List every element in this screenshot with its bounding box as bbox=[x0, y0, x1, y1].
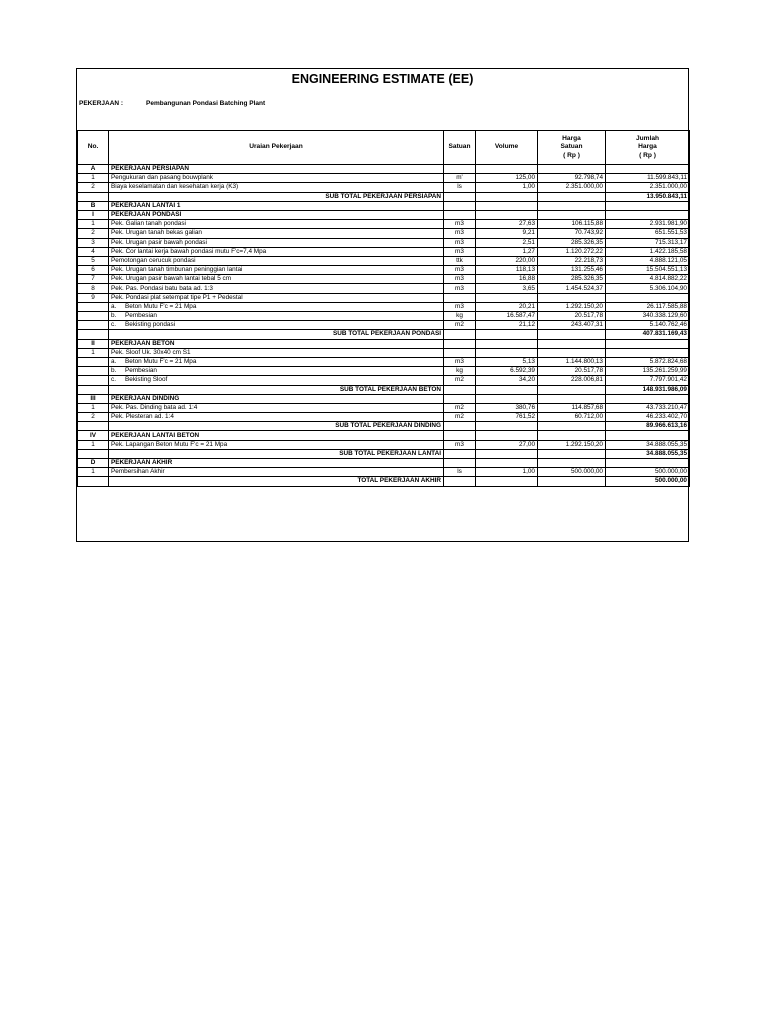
row-jumlah bbox=[606, 394, 690, 403]
row-satuan: m3 bbox=[444, 229, 476, 238]
row-no: 1 bbox=[78, 174, 109, 183]
row-satuan bbox=[444, 431, 476, 440]
row-no: 1 bbox=[78, 220, 109, 229]
row-harga bbox=[538, 431, 606, 440]
row-volume bbox=[476, 422, 538, 431]
subtotal-row bbox=[78, 477, 690, 486]
row-harga bbox=[538, 459, 606, 468]
subtotal-label: SUB TOTAL PEKERJAAN BETON bbox=[109, 385, 444, 394]
row-volume bbox=[476, 449, 538, 458]
row-harga bbox=[538, 192, 606, 201]
row-description: Pek. Urugan pasir bawah pondasi bbox=[109, 238, 444, 247]
item-row bbox=[78, 413, 690, 422]
row-satuan bbox=[444, 165, 476, 174]
subtotal-label: SUB TOTAL PEKERJAAN PONDASI bbox=[109, 330, 444, 339]
table-header-row bbox=[78, 131, 690, 165]
row-no bbox=[78, 302, 109, 311]
row-jumlah: 2.931.981,90 bbox=[606, 220, 690, 229]
row-no: A bbox=[78, 165, 109, 174]
row-description: Pek. Plesteran ad. 1:4 bbox=[109, 413, 444, 422]
row-satuan: m3 bbox=[444, 220, 476, 229]
row-jumlah: 15.504.551,13 bbox=[606, 266, 690, 275]
item-row bbox=[78, 284, 690, 293]
row-no: III bbox=[78, 394, 109, 403]
row-harga bbox=[538, 210, 606, 219]
row-description: Pek. Pas. Dinding bata ad. 1:4 bbox=[109, 403, 444, 412]
subtotal-amount: 148.931.986,09 bbox=[606, 385, 690, 394]
row-jumlah: 651.551,53 bbox=[606, 229, 690, 238]
row-description: PEKERJAAN PONDASI bbox=[109, 210, 444, 219]
header-uraian: Uraian Pekerjaan bbox=[109, 131, 444, 165]
row-description: Pek. Sloof Uk. 30x40 cm S1 bbox=[109, 348, 444, 357]
row-jumlah: 500.000,00 bbox=[606, 468, 690, 477]
row-satuan bbox=[444, 477, 476, 486]
row-no: B bbox=[78, 201, 109, 210]
row-volume: 16.587,47 bbox=[476, 312, 538, 321]
subitem-description: Pembesian bbox=[125, 367, 157, 375]
pekerjaan-row bbox=[79, 100, 265, 107]
row-no bbox=[78, 449, 109, 458]
header-harga-satuan-line3: ( Rp ) bbox=[563, 151, 580, 159]
row-description bbox=[109, 302, 444, 311]
row-volume bbox=[476, 210, 538, 219]
row-harga bbox=[538, 477, 606, 486]
subitem-row bbox=[78, 376, 690, 385]
row-harga bbox=[538, 339, 606, 348]
row-jumlah: 7.797.901,42 bbox=[606, 376, 690, 385]
row-volume: 21,12 bbox=[476, 321, 538, 330]
estimate-table bbox=[77, 130, 690, 487]
item-row bbox=[78, 403, 690, 412]
row-harga: 106.115,88 bbox=[538, 220, 606, 229]
row-satuan bbox=[444, 385, 476, 394]
row-harga bbox=[538, 348, 606, 357]
row-volume bbox=[476, 339, 538, 348]
row-harga: 285.326,35 bbox=[538, 275, 606, 284]
row-satuan: kg bbox=[444, 367, 476, 376]
row-description: PEKERJAAN LANTAI 1 bbox=[109, 201, 444, 210]
row-no bbox=[78, 367, 109, 376]
row-satuan: m2 bbox=[444, 413, 476, 422]
row-volume bbox=[476, 477, 538, 486]
row-satuan: m3 bbox=[444, 284, 476, 293]
row-volume bbox=[476, 165, 538, 174]
row-harga bbox=[538, 201, 606, 210]
row-no bbox=[78, 422, 109, 431]
row-volume: 27,00 bbox=[476, 440, 538, 449]
row-harga: 243.407,31 bbox=[538, 321, 606, 330]
row-harga: 1.144.800,13 bbox=[538, 357, 606, 366]
row-no: 1 bbox=[78, 440, 109, 449]
section-row bbox=[78, 459, 690, 468]
row-description: Pek. Urugan tanah timbunan peninggian lantai bbox=[109, 266, 444, 275]
row-harga: 114.857,68 bbox=[538, 403, 606, 412]
row-description: Pembersihan Akhir bbox=[109, 468, 444, 477]
subtotal-label: SUB TOTAL PEKERJAAN PERSIAPAN bbox=[109, 192, 444, 201]
subtotal-amount: 407.831.169,43 bbox=[606, 330, 690, 339]
row-volume: 27,63 bbox=[476, 220, 538, 229]
row-satuan: m3 bbox=[444, 238, 476, 247]
row-no bbox=[78, 385, 109, 394]
row-no: 4 bbox=[78, 247, 109, 256]
section-row bbox=[78, 339, 690, 348]
row-satuan bbox=[444, 394, 476, 403]
subtotal-label: SUB TOTAL PEKERJAAN DINDING bbox=[109, 422, 444, 431]
subitem-letter: c. bbox=[111, 321, 116, 329]
row-satuan bbox=[444, 210, 476, 219]
row-no: 1 bbox=[78, 468, 109, 477]
header-jumlah-line3: ( Rp ) bbox=[639, 151, 656, 159]
row-description: Pek. Lapangan Beton Mutu F'c = 21 Mpa bbox=[109, 440, 444, 449]
row-no bbox=[78, 376, 109, 385]
row-volume bbox=[476, 394, 538, 403]
row-no: II bbox=[78, 339, 109, 348]
row-harga: 20.517,78 bbox=[538, 367, 606, 376]
row-no: 2 bbox=[78, 183, 109, 192]
section-row bbox=[78, 165, 690, 174]
subitem-description: Bekisting Sloof bbox=[125, 376, 168, 384]
section-row bbox=[78, 210, 690, 219]
header-harga-satuan-line2: Satuan bbox=[560, 143, 583, 151]
sheet-title: ENGINEERING ESTIMATE (EE) bbox=[291, 72, 474, 86]
row-no: 2 bbox=[78, 413, 109, 422]
subitem-row bbox=[78, 302, 690, 311]
subtotal-amount: 89.966.613,16 bbox=[606, 422, 690, 431]
header-jumlah-line2: Harga bbox=[638, 143, 657, 151]
row-no: 3 bbox=[78, 238, 109, 247]
row-no bbox=[78, 312, 109, 321]
row-description bbox=[109, 376, 444, 385]
row-jumlah: 135.261.259,99 bbox=[606, 367, 690, 376]
row-no: 2 bbox=[78, 229, 109, 238]
row-volume: 6.592,39 bbox=[476, 367, 538, 376]
row-volume: 118,13 bbox=[476, 266, 538, 275]
row-jumlah: 46.233.402,70 bbox=[606, 413, 690, 422]
row-description: Pek. Urugan pasir bawah lantai tebal 5 cm bbox=[109, 275, 444, 284]
row-description: Pek. Pondasi plat setempat tipe P1 + Pedestal bbox=[109, 293, 444, 302]
row-description: Pek. Galian tanah pondasi bbox=[109, 220, 444, 229]
subitem-letter: b. bbox=[111, 312, 117, 320]
row-jumlah bbox=[606, 201, 690, 210]
row-jumlah bbox=[606, 293, 690, 302]
row-no: I bbox=[78, 210, 109, 219]
header-jumlah-line1: Jumlah bbox=[635, 134, 660, 142]
row-jumlah: 2.351.000,00 bbox=[606, 183, 690, 192]
subitem-description: Bekisting pondasi bbox=[125, 321, 176, 329]
row-harga bbox=[538, 394, 606, 403]
row-satuan bbox=[444, 330, 476, 339]
subitem-letter: a. bbox=[111, 302, 117, 310]
row-no: 9 bbox=[78, 293, 109, 302]
row-satuan bbox=[444, 293, 476, 302]
row-jumlah: 34.888.055,35 bbox=[606, 440, 690, 449]
subitem-row bbox=[78, 312, 690, 321]
row-harga: 1.292.150,20 bbox=[538, 440, 606, 449]
row-satuan bbox=[444, 201, 476, 210]
row-jumlah bbox=[606, 165, 690, 174]
section-row bbox=[78, 394, 690, 403]
row-jumlah: 340.338.129,60 bbox=[606, 312, 690, 321]
row-harga: 228.006,81 bbox=[538, 376, 606, 385]
row-satuan: m3 bbox=[444, 357, 476, 366]
row-satuan: m2 bbox=[444, 403, 476, 412]
row-volume: 1,27 bbox=[476, 247, 538, 256]
row-jumlah: 1.422.185,58 bbox=[606, 247, 690, 256]
item-row bbox=[78, 275, 690, 284]
row-satuan: m3 bbox=[444, 440, 476, 449]
subtotal-row bbox=[78, 192, 690, 201]
row-volume: 761,52 bbox=[476, 413, 538, 422]
row-harga: 500.000,00 bbox=[538, 468, 606, 477]
row-jumlah bbox=[606, 348, 690, 357]
row-harga: 92.798,74 bbox=[538, 174, 606, 183]
row-no: 1 bbox=[78, 348, 109, 357]
row-description bbox=[109, 367, 444, 376]
header-harga-satuan-line1: Harga bbox=[562, 134, 581, 142]
subtotal-row bbox=[78, 449, 690, 458]
subtotal-label: TOTAL PEKERJAAN AKHIR bbox=[109, 477, 444, 486]
row-no: 1 bbox=[78, 403, 109, 412]
row-harga: 2.351.000,00 bbox=[538, 183, 606, 192]
row-harga bbox=[538, 293, 606, 302]
item-row bbox=[78, 256, 690, 265]
row-jumlah: 5.306.104,90 bbox=[606, 284, 690, 293]
row-description bbox=[109, 357, 444, 366]
subitem-description: Pembesian bbox=[125, 312, 157, 320]
row-description bbox=[109, 321, 444, 330]
row-satuan: ttk bbox=[444, 256, 476, 265]
row-volume: 2,51 bbox=[476, 238, 538, 247]
row-no bbox=[78, 321, 109, 330]
row-harga: 20.517,78 bbox=[538, 312, 606, 321]
row-no bbox=[78, 330, 109, 339]
row-description: Pek. Cor lantai kerja bawah pondasi mutu F'c=7,4 Mpa bbox=[109, 247, 444, 256]
row-volume: 9,21 bbox=[476, 229, 538, 238]
row-no bbox=[78, 357, 109, 366]
row-description: PEKERJAAN DINDING bbox=[109, 394, 444, 403]
row-no: D bbox=[78, 459, 109, 468]
row-satuan bbox=[444, 192, 476, 201]
row-satuan bbox=[444, 339, 476, 348]
row-volume bbox=[476, 201, 538, 210]
row-description: PEKERJAAN PERSIAPAN bbox=[109, 165, 444, 174]
row-satuan bbox=[444, 459, 476, 468]
subitem-row bbox=[78, 321, 690, 330]
pekerjaan-value: Pembangunan Pondasi Batching Plant bbox=[146, 100, 266, 107]
item-row bbox=[78, 174, 690, 183]
row-volume bbox=[476, 459, 538, 468]
row-description: Pek. Pas. Pondasi batu bata ad. 1:3 bbox=[109, 284, 444, 293]
row-harga: 131.255,46 bbox=[538, 266, 606, 275]
header-jumlah-harga bbox=[606, 131, 690, 165]
subtotal-amount: 34.888.055,35 bbox=[606, 449, 690, 458]
header-no: No. bbox=[78, 131, 109, 165]
row-description bbox=[109, 312, 444, 321]
item-row bbox=[78, 238, 690, 247]
item-row bbox=[78, 440, 690, 449]
subitem-description: Beton Mutu F'c = 21 Mpa bbox=[125, 302, 197, 310]
row-harga bbox=[538, 330, 606, 339]
row-satuan: m' bbox=[444, 174, 476, 183]
subitem-letter: a. bbox=[111, 358, 117, 366]
row-jumlah: 715.313,17 bbox=[606, 238, 690, 247]
row-harga bbox=[538, 422, 606, 431]
row-jumlah: 5.140.762,46 bbox=[606, 321, 690, 330]
subitem-letter: b. bbox=[111, 367, 117, 375]
item-row bbox=[78, 266, 690, 275]
subtotal-label: SUB TOTAL PEKERJAAN LANTAI bbox=[109, 449, 444, 458]
row-satuan: m3 bbox=[444, 275, 476, 284]
row-no: 6 bbox=[78, 266, 109, 275]
subtotal-amount: 500.000,00 bbox=[606, 477, 690, 486]
item-row bbox=[78, 293, 690, 302]
row-harga: 1.292.150,20 bbox=[538, 302, 606, 311]
row-harga bbox=[538, 385, 606, 394]
row-satuan: ls bbox=[444, 183, 476, 192]
row-description: PEKERJAAN BETON bbox=[109, 339, 444, 348]
row-volume: 20,21 bbox=[476, 302, 538, 311]
row-harga: 1.454.524,37 bbox=[538, 284, 606, 293]
row-harga bbox=[538, 165, 606, 174]
pekerjaan-label: PEKERJAAN : bbox=[79, 100, 124, 107]
row-volume: 125,00 bbox=[476, 174, 538, 183]
row-satuan bbox=[444, 449, 476, 458]
row-harga: 70.743,92 bbox=[538, 229, 606, 238]
subitem-description: Beton Mutu F'c = 21 Mpa bbox=[125, 358, 197, 366]
row-harga: 22.218,73 bbox=[538, 256, 606, 265]
row-no bbox=[78, 192, 109, 201]
row-description: Pek. Urugan tanah bekas galian bbox=[109, 229, 444, 238]
row-satuan: m3 bbox=[444, 247, 476, 256]
row-volume bbox=[476, 293, 538, 302]
item-row bbox=[78, 229, 690, 238]
row-jumlah: 5.872.824,68 bbox=[606, 357, 690, 366]
subitem-row bbox=[78, 357, 690, 366]
header-satuan: Satuan bbox=[444, 131, 476, 165]
header-volume: Volume bbox=[476, 131, 538, 165]
row-volume: 1,00 bbox=[476, 468, 538, 477]
header-harga-satuan bbox=[538, 131, 606, 165]
row-description: PEKERJAAN AKHIR bbox=[109, 459, 444, 468]
row-volume: 5,13 bbox=[476, 357, 538, 366]
row-description: Pemotongan cerucuk pondasi bbox=[109, 256, 444, 265]
item-row bbox=[78, 247, 690, 256]
row-satuan: m2 bbox=[444, 321, 476, 330]
row-volume: 16,88 bbox=[476, 275, 538, 284]
subtotal-row bbox=[78, 330, 690, 339]
subtotal-row bbox=[78, 385, 690, 394]
row-jumlah bbox=[606, 339, 690, 348]
row-satuan: m3 bbox=[444, 302, 476, 311]
item-row bbox=[78, 348, 690, 357]
row-jumlah: 26.117.585,88 bbox=[606, 302, 690, 311]
section-row bbox=[78, 201, 690, 210]
row-no: 8 bbox=[78, 284, 109, 293]
row-jumlah bbox=[606, 459, 690, 468]
subtotal-amount: 13.950.843,11 bbox=[606, 192, 690, 201]
row-harga bbox=[538, 449, 606, 458]
row-description: Biaya keselamatan dan kesehatan kerja (K3) bbox=[109, 183, 444, 192]
row-no bbox=[78, 477, 109, 486]
row-volume: 380,76 bbox=[476, 403, 538, 412]
row-jumlah: 43.733.210,47 bbox=[606, 403, 690, 412]
row-jumlah: 4.814.882,22 bbox=[606, 275, 690, 284]
row-no: IV bbox=[78, 431, 109, 440]
row-volume bbox=[476, 348, 538, 357]
row-jumlah bbox=[606, 210, 690, 219]
row-satuan: ls bbox=[444, 468, 476, 477]
row-volume bbox=[476, 330, 538, 339]
row-volume: 1,00 bbox=[476, 183, 538, 192]
row-no: 7 bbox=[78, 275, 109, 284]
row-no: 5 bbox=[78, 256, 109, 265]
row-satuan bbox=[444, 422, 476, 431]
row-description: PEKERJAAN LANTAI BETON bbox=[109, 431, 444, 440]
row-volume bbox=[476, 192, 538, 201]
row-satuan: m2 bbox=[444, 376, 476, 385]
subitem-letter: c. bbox=[111, 376, 116, 384]
row-volume: 34,20 bbox=[476, 376, 538, 385]
row-satuan bbox=[444, 348, 476, 357]
row-harga: 60.712,00 bbox=[538, 413, 606, 422]
subitem-row bbox=[78, 367, 690, 376]
row-harga: 285.326,35 bbox=[538, 238, 606, 247]
section-row bbox=[78, 431, 690, 440]
row-jumlah: 4.888.121,05 bbox=[606, 256, 690, 265]
estimate-sheet bbox=[76, 68, 689, 542]
row-volume: 220,00 bbox=[476, 256, 538, 265]
row-volume bbox=[476, 385, 538, 394]
item-row bbox=[78, 220, 690, 229]
row-volume: 3,65 bbox=[476, 284, 538, 293]
item-row bbox=[78, 183, 690, 192]
row-jumlah: 11.599.843,11 bbox=[606, 174, 690, 183]
subtotal-row bbox=[78, 422, 690, 431]
row-harga: 1.120.272,22 bbox=[538, 247, 606, 256]
item-row bbox=[78, 468, 690, 477]
row-jumlah bbox=[606, 431, 690, 440]
row-description: Pengukuran dan pasang bouwplank bbox=[109, 174, 444, 183]
row-volume bbox=[476, 431, 538, 440]
row-satuan: m3 bbox=[444, 266, 476, 275]
row-satuan: kg bbox=[444, 312, 476, 321]
